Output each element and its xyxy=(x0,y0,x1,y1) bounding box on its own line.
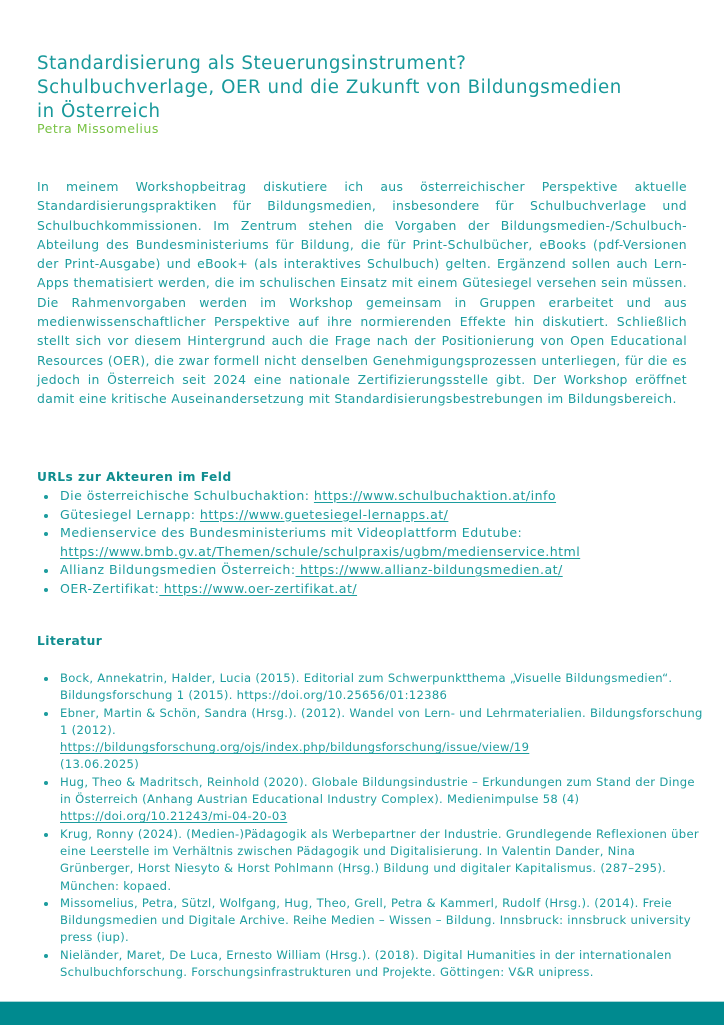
bullet-icon xyxy=(44,514,48,518)
reference-text: Ebner, Martin & Schön, Sandra (Hrsg.). (2012). Wandel von Lern- und Lehrmaterialien. Bildungsforschung 1 (2012). xyxy=(60,705,703,737)
bullet-icon xyxy=(44,569,48,573)
author-name: Petra Missomelius xyxy=(37,121,159,136)
abstract-paragraph: In meinem Workshopbeitrag diskutiere ich aus österreichischer Perspektive aktuelle Standardisierungspraktiken für Bildungsmedien, insbesondere für Schulbuchverlage und Schulbuchkommissionen. Im Zentrum stehen die Vorgaben der Bildungsmedien-/Schulbuch-Abteilung des Bundesministeriums für Bildung, die für Print-Schulbücher, eBooks (pdf-Versionen der Print-Ausgabe) und eBook+ (als interaktives Schulbuch) gelten. Ergänzend sollen auch Lern-Apps thematisiert werden, die im schulischen Einsatz mit einem Gütesiegel versehen sein müssen. Die Rahmenvorgaben werden im Workshop gemeinsam in Gruppen erarbeitet und aus medienwissenschaftlicher Perspektive auf ihre normierenden Effekte hin diskutiert. Schließlich stellt sich vor diesem Hintergrund auch die Frage nach der Positionierung von Open Educational Resources (OER), die zwar formell nicht denselben Genehmigungsprozessen unterliegen, für die es jedoch in Österreich seit 2024 eine nationale Zertifizierungsstelle gibt. Der Workshop eröffnet damit eine kritische Auseinandersetzung mit Standardisierungsbestrebungen im Bildungsbereich. xyxy=(37,179,687,407)
footer-bar xyxy=(0,1001,724,1025)
reference-link[interactable]: https://bildungsforschung.org/ojs/index.php/bildungsforschung/issue/view/19 xyxy=(60,740,530,755)
url-link[interactable]: https://www.oer-zertifikat.at/ xyxy=(159,580,358,596)
literature-item xyxy=(37,705,707,774)
url-label: Medienservice des Bundesministeriums mit Videoplattform Edutube: xyxy=(60,525,523,540)
url-list xyxy=(37,487,707,598)
bullet-icon xyxy=(44,495,48,499)
urls-heading: URLs zur Akteuren im Feld xyxy=(37,470,232,484)
bullet-icon xyxy=(44,532,48,536)
reference-text: Hug, Theo & Madritsch, Reinhold (2020). Globale Bildungsindustrie – Erkundungen zum Stand der Dinge in Österreich (Anhang Austrian Educational Industry Complex). Medienimpulse 58 (4) xyxy=(60,774,695,807)
literature-item xyxy=(37,947,707,982)
bullet-icon xyxy=(44,954,48,958)
literature-item xyxy=(37,774,707,826)
bullet-icon xyxy=(44,781,48,785)
page-title xyxy=(37,52,707,124)
title-line-1: Standardisierung als Steuerungsinstrument? xyxy=(37,53,467,74)
url-label: OER-Zertifikat: xyxy=(60,580,160,596)
url-item-oer-zertifikat xyxy=(37,580,707,599)
url-link[interactable]: https://www.schulbuchaktion.at/info xyxy=(313,488,557,503)
literature-heading: Literatur xyxy=(37,634,103,648)
bullet-icon xyxy=(44,712,48,716)
bullet-icon xyxy=(44,677,48,681)
reference-access-date: (13.06.2025) xyxy=(60,757,140,772)
title-line-3: in Österreich xyxy=(37,101,161,122)
reference-text: Bock, Annekatrin, Halder, Lucia (2015). Editorial zum Schwerpunktthema „Visuelle Bildungsmedien“. Bildungsforschung 1 (2015). https://doi.org/10.25656/01:12386 xyxy=(60,671,673,703)
title-line-2: Schulbuchverlage, OER und die Zukunft von Bildungsmedien xyxy=(37,77,622,98)
bullet-icon xyxy=(44,902,48,906)
literature-item xyxy=(37,826,707,895)
reference-link[interactable]: https://doi.org/10.21243/mi-04-20-03 xyxy=(60,809,288,824)
url-link[interactable]: https://www.allianz-bildungsmedien.at/ xyxy=(295,562,563,577)
bullet-icon xyxy=(44,833,48,837)
reference-text: Missomelius, Petra, Sützl, Wolfgang, Hug, Theo, Grell, Petra & Kammerl, Rudolf (Hrsg.). (2014). Freie Bildungsmedien und Digitale Archive. Reihe Medien – Wissen – Bildung. Innsbruck: innsbruck university press (iup). xyxy=(60,895,691,945)
url-label: Gütesiegel Lernapp: xyxy=(60,506,200,522)
url-item-guetesiegel xyxy=(37,506,707,525)
bullet-icon xyxy=(44,588,48,592)
literature-item xyxy=(37,670,707,705)
reference-text: Nieländer, Maret, De Luca, Ernesto William (Hrsg.). (2018). Digital Humanities in der internationalen Schulbuchforschung. Forschungsinfrastrukturen und Projekte. Göttingen: V&R unipress. xyxy=(60,947,672,980)
literature-list xyxy=(37,670,707,981)
url-label: Die österreichische Schulbuchaktion: xyxy=(60,488,314,503)
reference-text: Krug, Ronny (2024). (Medien-)Pädagogik als Werbepartner der Industrie. Grundlegende Reflexionen über eine Leerstelle im Verhältnis zwischen Pädagogik und Digitalisierung. In Valentin Dander, Nina Grünberger, Horst Niesyto & Horst Pohlmann (Hrsg.) Bildung und digitaler Kapitalismus. (287–295). München: kopaed. xyxy=(60,826,699,893)
url-item-schulbuchaktion xyxy=(37,487,707,506)
url-link[interactable]: https://www.guetesiegel-lernapps.at/ xyxy=(199,506,449,522)
url-label: Allianz Bildungsmedien Österreich: xyxy=(60,562,296,577)
literature-item xyxy=(37,895,707,947)
url-item-medienservice xyxy=(37,524,707,561)
url-link[interactable]: https://www.bmb.gv.at/Themen/schule/schulpraxis/ugbm/medienservice.html xyxy=(60,543,581,559)
url-item-allianz xyxy=(37,561,707,580)
